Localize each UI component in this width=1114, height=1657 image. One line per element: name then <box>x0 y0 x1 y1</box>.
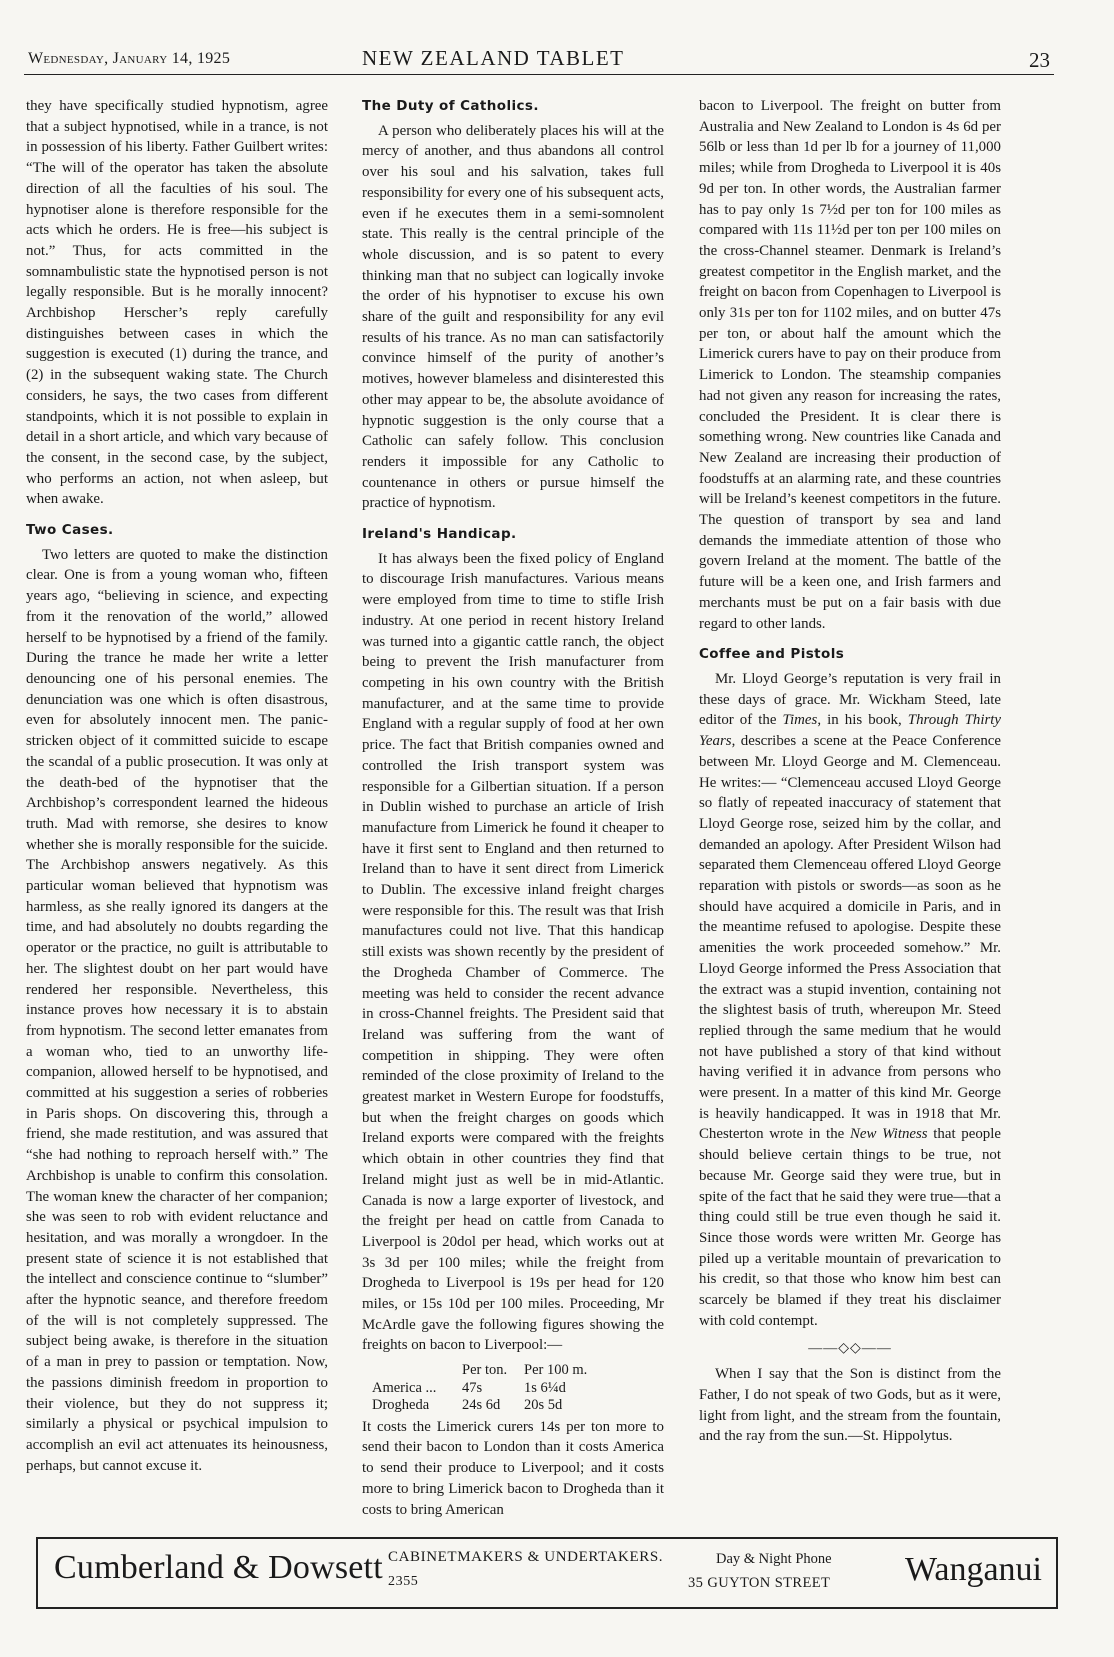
column-1 <box>26 96 328 1476</box>
table-header-cell: Per 100 m. <box>524 1362 588 1379</box>
article-paragraph: It has always been the fixed policy of England to discourage Irish manufactures. Various means were employed from time to time to stifle Irish industry. At one period in recent history Ireland was turned into a gigantic cattle ranch, the object being to prevent the Irish manufacturer from competing in his own country with the British manufacturer, and at the same time to provide England with a regular supply of food at her own price. The fact that British companies owned and controlled the Irish transport system was responsible for a Gilbertian situation. If a person in Dublin wished to purchase an article of Irish manufacture from Limerick he found it cheaper to have it first sent to England and then returned to Ireland than to have it sent direct from Limerick to Dublin. The excessive inland freight charges were responsible for this. The result was that Irish manufactures could not live. That this handicap still exists was shown recently by the president of the Drogheda Chamber of Commerce. The meeting was held to consider the recent advance in cross-Channel freights. The President said that Ireland was suffering from the want of competition in shipping. They were often reminded of the close proximity of Ireland to the greatest market in Western Europe for foodstuffs, but when the freight charges on goods which Ireland exports were compared with the freights which obtain in other countries they find that Ireland might just as well be in mid-Atlantic. Canada is now a large exporter of livestock, and the freight per head on cattle from Canada to Liverpool is 20dol per head, which works out at 3s 3d per 100 miles; while the freight from Drogheda to Liverpool is 19s per head for 120 miles, or 15s 10d per 100 miles. Proceeding, Mr McArdle gave the following figures showing the freights on bacon to Liverpool:— <box>362 550 664 1354</box>
advertiser-trade: CABINETMAKERS & UNDERTAKERS. <box>388 1549 664 1565</box>
newspaper-title: Times <box>782 712 818 729</box>
advertiser-name: Cumberland & Dowsett <box>54 1549 383 1586</box>
table-header-cell: Per ton. <box>462 1362 508 1379</box>
article-paragraph: It costs the Limerick curers 14s per ton more to send their bacon to London than it costs America to send their produce to Liverpool; and it costs more to bring Limerick bacon to Drogheda than it costs to bring American <box>362 1418 664 1518</box>
phone-label: Day & Night Phone <box>716 1551 832 1567</box>
article-paragraph: A person who deliberately places his will at the mercy of another, and thus abandons all control over his soul and his salvation, takes full responsibility for every one of his subsequent acts, even if he executes them in a semi-somnolent state. This really is the central principle of the whole discussion, and is so patent to every thinking man that no subject can logically invoke the order of his hypnotiser to excuse his own share of the guilt and responsibility for any evil results of his trance. As no man can satisfactorily convince himself of the purity of another’s motives, however blameless and disinterested this other may appear to be, the absolute avoidance of hypnotic suggestion is the only course that a Catholic can safely follow. This conclusion renders it impossible for any Catholic to countenance in others or pursue himself the practice of hypnotism. <box>362 122 664 512</box>
page-number: 23 <box>1029 48 1050 72</box>
masthead: NEW ZEALAND TABLET <box>362 46 625 70</box>
section-heading-duty-of-catholics: The Duty of Catholics. <box>362 98 539 114</box>
book-title: Through Thirty Years <box>699 712 1002 750</box>
article-paragraph: they have specifically studied hypnotism, agree that a subject hypnotised, while in a trance, is not in possession of his liberty. Father Guilbert writes: “The will of the operator has taken the absolute direction of all the faculties of his soul. The hypnotiser alone is therefore responsible for the acts which he orders. He is free—his subject is not.” Thus, for acts committed in the somnambulistic state the hypnotised person is not legally responsible. But is he morally innocent? Archbishop Herscher’s reply carefully distinguishes between cases in which the suggestion is executed (1) during the trance, and (2) in the subsequent waking state. The Church considers, he says, the two cases from different standpoints, which it is not possible to explain in detail in a short article, and which vary because of the consent, in the second case, by the subject, who performs an action, not when asleep, but when awake. <box>26 98 328 508</box>
article-paragraph <box>699 669 1001 1332</box>
issue-date: Wednesday, January 14, 1925 <box>28 50 231 67</box>
text-run: that people should believe certain things to be true, not because Mr. George said they were true, but in spite of the fact that he said they were true—that a thing could still be true even though he said it. Since those words were written Mr. George has piled up a veritable mountain of prevarication to his credit, so that those who know him best can scarcely be blamed if they treat his disclaimer with cold contempt. <box>699 1126 1001 1329</box>
table-cell: 1s 6¼d <box>524 1379 566 1396</box>
periodical-title: New Witness <box>849 1126 928 1143</box>
freight-table-header <box>362 1362 664 1380</box>
page-header <box>24 44 1054 75</box>
freight-table <box>362 1362 664 1415</box>
table-cell: America ... <box>372 1379 437 1396</box>
column-2 <box>362 96 664 1520</box>
phone-number: 2355 <box>388 1574 419 1589</box>
street-address: 35 GUYTON STREET <box>688 1575 831 1591</box>
article-paragraph: bacon to Liverpool. The freight on butter from Australia and New Zealand to London is 4s 6d per 56lb or less than 1d per lb for a journey of 11,000 miles; while from Drogheda to Liverpool it is 40s 9d per ton. In other words, the Australian farmer has to pay only 1s 7½d per ton for 100 miles as compared with 11s 11½d per ton per 100 miles on the cross-Channel steamer. Denmark is Ireland’s greatest competitor in the English market, and the freight on bacon from Copenhagen to Liverpool is only 31s per ton for 1102 miles, and on butter 47s per ton, or about half the amount which the Limerick curers have to pay on their produce from Limerick to London. The steamship companies had not given any reason for increasing the rates, concluded the President. It is clear there is something wrong. New countries like Canada and New Zealand are increasing their production of foodstuffs at an alarming rate, and these countries will be Ireland’s keenest competitors in the future. The question of transport by sea and land demands the immediate attention of those who govern Ireland at the moment. The battle of the future will be a keen one, and Irish farmers and merchants must be put on a fair basis with due regard to other lands. <box>699 98 1001 632</box>
text-run: , describes a scene at the Peace Conference between Mr. Lloyd George and M. Clemenceau. He writes:— “Clemenceau accused Lloyd George so flatly of repeated inaccuracy of statement that Lloyd George rose, seized him by the collar, and demanded an apology. After President Wilson had separated them Clemenceau offered Lloyd George reparation with pistols or swords—as soon as he should have acquired a domicile in Paris, and in the meantime refused to apologise. Despite these amenities the work proceeded somehow.” Mr. Lloyd George informed the Press Association that the extract was a stupid invention, containing not the slightest basis of truth, whereupon Mr. Steed replied through the same medium that he would not have published a story of that kind without having verified it in advance from persons who were present. In a matter of this kind Mr. George is heavily handicapped. It was in 1918 that Mr. Chesterton wrote in the <box>699 733 1001 1143</box>
table-cell: 20s 5d <box>524 1397 563 1414</box>
table-cell: Drogheda <box>372 1397 430 1414</box>
table-row <box>362 1397 664 1415</box>
town-name: Wanganui <box>905 1551 1042 1588</box>
text-run: , in his book, <box>817 712 908 729</box>
table-cell: 47s <box>462 1379 483 1396</box>
section-heading-coffee-and-pistols: Coffee and Pistols <box>699 646 845 663</box>
section-heading-irelands-handicap: Ireland's Handicap. <box>362 526 517 543</box>
advertisement-box <box>36 1537 1058 1609</box>
section-heading-two-cases: Two Cases. <box>26 522 114 539</box>
table-cell: 24s 6d <box>462 1397 501 1414</box>
column-3 <box>699 96 1001 1447</box>
text-run: Mr. Lloyd George’s reputation is very frail in these days of grace. Mr. Wickham Steed, late editor of the <box>699 670 1001 729</box>
article-paragraph: Two letters are quoted to make the distinction clear. One is from a young woman who, fifteen years ago, “believing in science, and expecting from it the renovation of the world,” allowed herself to be hypnotised by a friend of the family. During the trance he made her write a letter denouncing one of his personal enemies. The denunciation was one which is often disastrous, even for absolutely innocent men. The panic-stricken object of it committed suicide to escape the scandal of a public prosecution. It was only at the death-bed of the hypnotiser that the Archbishop’s correspondent learned the hideous truth. Mad with remorse, she desires to know whether she is morally responsible for the suicide. The Archbishop answers negatively. As this particular woman believed that hypnotism was harmless, as she really ignored its dangers at the time, and had absolutely no doubts regarding the operator or the practice, no guilt is attributable to her. The slightest doubt on her part would have rendered her responsible. Nevertheless, this instance proves how necessary it is to abstain from hypnotism. The second letter emanates from a woman who, tied to an unworthy life-companion, allowed herself to be hypnotised, and committed at his suggestion a series of robberies in Paris shops. On discovering this, through a friend, she made restitution, and was assured that “she had nothing to reproach herself with.” The Archbishop is unable to confirm this consolation. The woman knew the character of her companion; she was seen to rob with evident reluctance and hesitation, and was morally a wrongdoer. In the present state of science it is not established that the intellect and conscience continue to “slumber” after the hypnotic seance, and therefore freedom of the will is not completely suppressed. The subject being awake, is therefore in the situation of a man in prey to passion or temptation. Now, the passions diminish freedom in proportion to their violence, but they do not suppress it; similarly a physical or psychical impulsion to accomplish an evil act attenuates its heinousness, perhaps, but cannot excuse it. <box>26 546 328 1474</box>
table-header-cell <box>362 1362 462 1380</box>
table-row <box>362 1380 664 1398</box>
quotation-paragraph: When I say that the Son is distinct from the Father, I do not speak of two Gods, but as it were, light from light, and the stream from the fountain, and the ray from the sun.—St. Hippolytus. <box>699 1366 1001 1445</box>
ornamental-divider: ——◇◇—— <box>808 1341 892 1357</box>
